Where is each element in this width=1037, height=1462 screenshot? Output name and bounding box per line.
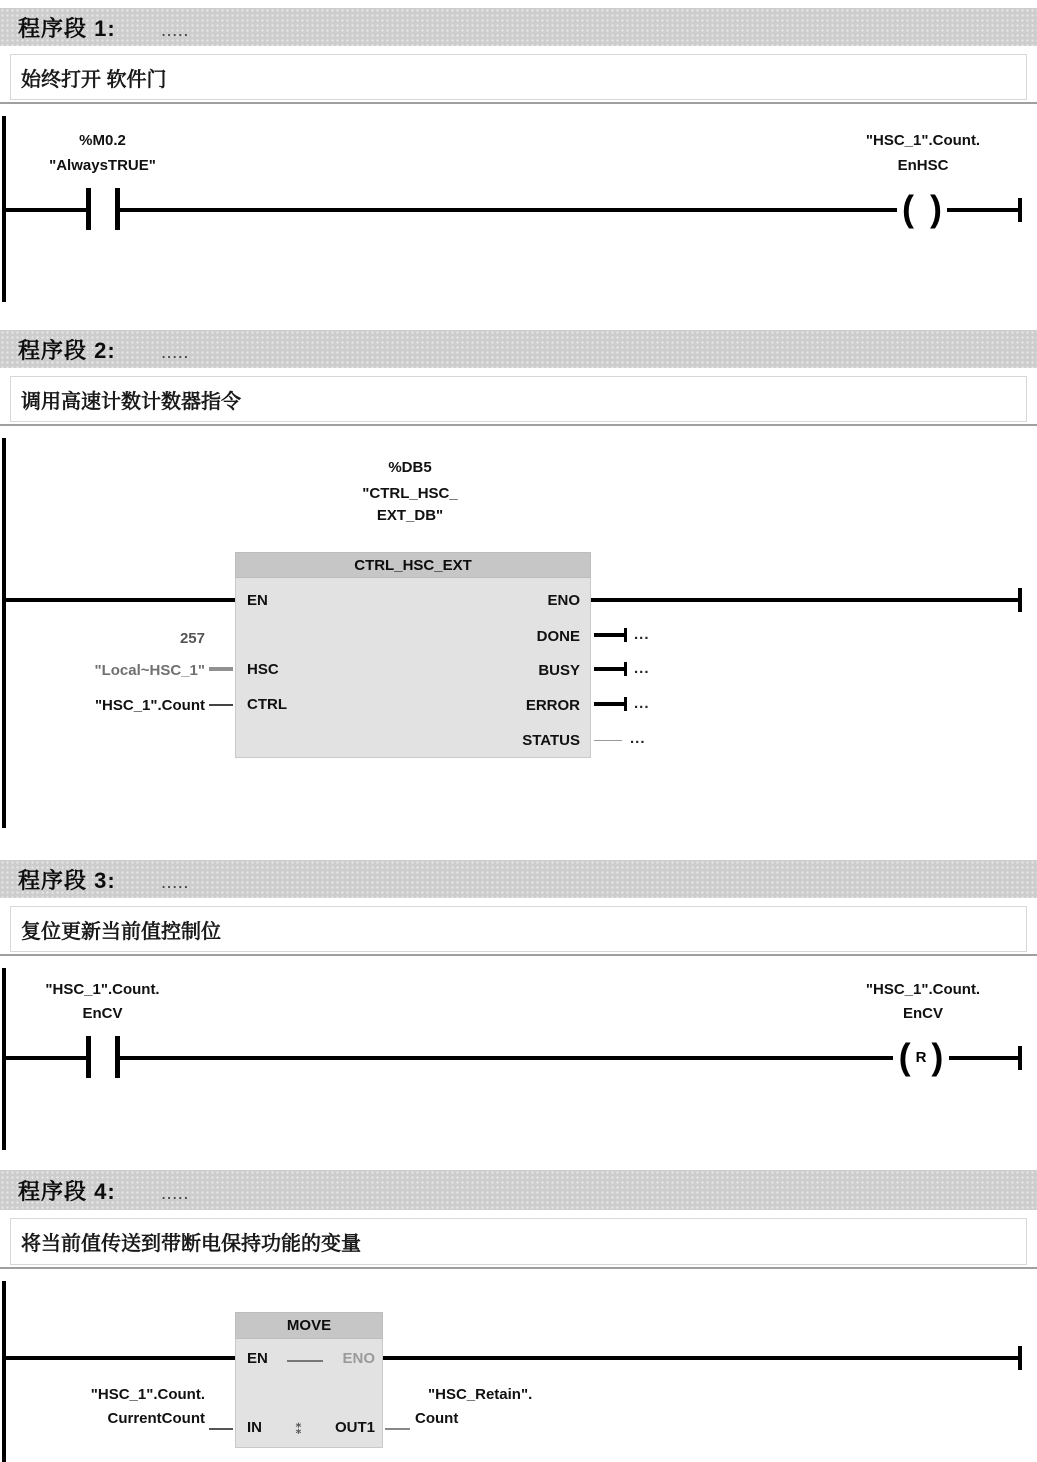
hsc-input-operand[interactable]: "Local~HSC_1" xyxy=(94,662,205,679)
power-rail xyxy=(2,1281,6,1462)
rung-line xyxy=(2,208,1022,212)
network-1-title-dots[interactable]: ..... xyxy=(161,23,190,39)
hsc-input-connector xyxy=(209,667,233,671)
contact-operand-address[interactable]: %M0.2 xyxy=(79,132,126,149)
pin-eno[interactable]: ENO xyxy=(547,592,580,609)
pin-out1[interactable]: OUT1 xyxy=(334,1419,375,1436)
pin-error[interactable]: ERROR xyxy=(525,697,580,714)
coil-operand-line2[interactable]: EnHSC xyxy=(897,157,949,174)
contact-operand-line2[interactable]: EnCV xyxy=(82,1005,123,1022)
network-2-header[interactable] xyxy=(0,330,1037,368)
rung-end-tick xyxy=(1018,1346,1022,1370)
reset-coil[interactable] xyxy=(893,1034,949,1080)
no-contact[interactable] xyxy=(86,1036,120,1078)
network-4-comment-text: 将当前值传送到带断电保持功能的变量 xyxy=(21,1233,361,1255)
busy-output-connector xyxy=(594,667,626,671)
network-4-title-dots[interactable]: ..... xyxy=(161,1186,190,1202)
error-output-operand[interactable]: ... xyxy=(634,695,650,712)
coil-paren-left-icon: ( xyxy=(898,1036,911,1077)
contact-bar-left-icon xyxy=(86,1036,91,1078)
out1-operand-line2[interactable]: Count xyxy=(415,1410,459,1427)
network-4-comment[interactable] xyxy=(10,1218,1027,1265)
pin-done[interactable]: DONE xyxy=(536,628,580,645)
reset-coil-operand-line1[interactable]: "HSC_1".Count. xyxy=(865,981,981,998)
network-2-separator xyxy=(0,424,1037,426)
network-4-header[interactable] xyxy=(0,1170,1037,1210)
network-1-comment[interactable] xyxy=(10,54,1027,100)
coil-paren-left-icon: ( xyxy=(902,188,914,229)
block-title-text: CTRL_HSC_EXT xyxy=(354,556,472,574)
contact-bar-right-icon xyxy=(115,1036,120,1078)
no-contact[interactable] xyxy=(86,188,120,230)
contact-operand-name[interactable]: "AlwaysTRUE" xyxy=(49,157,156,174)
network-3-comment[interactable] xyxy=(10,906,1027,952)
out1-operand-line1[interactable]: "HSC_Retain". xyxy=(428,1386,533,1403)
rung-line-right xyxy=(383,1356,1022,1360)
rung-line xyxy=(2,1056,1022,1060)
output-coil[interactable] xyxy=(897,186,947,232)
pin-hsc[interactable]: HSC xyxy=(247,661,279,678)
network-2-comment-text: 调用高速计数计数器指令 xyxy=(21,390,241,413)
rung-end-tick xyxy=(1018,198,1022,222)
pin-status[interactable]: STATUS xyxy=(522,732,580,749)
busy-output-operand[interactable]: ... xyxy=(634,660,650,677)
contact-operand-line1[interactable]: "HSC_1".Count. xyxy=(45,981,160,998)
ctrl-hsc-ext-block[interactable] xyxy=(235,552,591,758)
network-3-header[interactable] xyxy=(0,860,1037,898)
pin-en[interactable]: EN xyxy=(247,1350,268,1367)
ctrl-hsc-ext-block-title[interactable] xyxy=(235,552,591,578)
network-2-comment[interactable] xyxy=(10,376,1027,422)
network-1-separator xyxy=(0,102,1037,104)
db-instance-name-line2[interactable]: EXT_DB" xyxy=(376,507,444,524)
pin-ctrl[interactable]: CTRL xyxy=(247,696,287,713)
busy-output-tick xyxy=(624,662,627,676)
in-connector xyxy=(209,1428,233,1430)
status-output-connector xyxy=(594,740,622,741)
coil-paren-right-icon: ) xyxy=(930,188,942,229)
pin-busy[interactable]: BUSY xyxy=(538,662,580,679)
reset-coil-letter: R xyxy=(915,1048,927,1066)
ctrl-input-operand[interactable]: "HSC_1".Count xyxy=(94,697,205,714)
network-2-title-dots[interactable]: ..... xyxy=(161,345,190,361)
done-output-operand[interactable]: ... xyxy=(634,626,650,643)
pin-in[interactable]: IN xyxy=(247,1419,262,1436)
power-rail xyxy=(2,438,6,828)
pin-eno[interactable]: ENO xyxy=(342,1350,375,1367)
network-1-comment-text: 始终打开 软件门 xyxy=(21,68,167,91)
hsc-input-number[interactable]: 257 xyxy=(179,630,205,647)
contact-bar-left-icon xyxy=(86,188,91,230)
coil-operand-line1[interactable]: "HSC_1".Count. xyxy=(865,132,981,149)
error-output-tick xyxy=(624,697,627,711)
rung-line-right xyxy=(591,598,1022,602)
db-instance-address[interactable]: %DB5 xyxy=(388,459,432,476)
in-operand-line2[interactable]: CurrentCount xyxy=(107,1410,205,1427)
db-instance-name-line1[interactable]: "CTRL_HSC_ xyxy=(362,485,458,502)
error-output-connector xyxy=(594,702,626,706)
network-1-header[interactable] xyxy=(0,8,1037,46)
rung-end-tick xyxy=(1018,1046,1022,1070)
network-4-title: 程序段 4: xyxy=(18,1178,116,1204)
out1-connector xyxy=(385,1428,410,1430)
block-title-text: MOVE xyxy=(286,1317,332,1334)
contact-bar-right-icon xyxy=(115,188,120,230)
reset-coil-operand-line2[interactable]: EnCV xyxy=(902,1005,943,1022)
network-3-separator xyxy=(0,954,1037,956)
add-output-icon[interactable]: ⁑ xyxy=(295,1421,303,1437)
network-4-separator xyxy=(0,1267,1037,1269)
move-block-title[interactable] xyxy=(235,1312,383,1339)
in-operand-line1[interactable]: "HSC_1".Count. xyxy=(90,1386,205,1403)
rung-line-left xyxy=(2,1356,235,1360)
status-output-operand[interactable]: ... xyxy=(630,730,646,747)
coil-paren-right-icon: ) xyxy=(931,1036,944,1077)
network-2-title: 程序段 2: xyxy=(18,337,116,363)
pin-en[interactable]: EN xyxy=(247,592,268,609)
network-3-comment-text: 复位更新当前值控制位 xyxy=(21,920,221,943)
network-1-title: 程序段 1: xyxy=(18,15,116,41)
rung-line-left xyxy=(2,598,235,602)
done-output-tick xyxy=(624,628,627,642)
ctrl-input-connector xyxy=(209,704,233,706)
network-3-title: 程序段 3: xyxy=(18,867,116,893)
done-output-connector xyxy=(594,633,626,637)
rung-end-tick xyxy=(1018,588,1022,612)
network-3-title-dots[interactable]: ..... xyxy=(161,875,190,891)
